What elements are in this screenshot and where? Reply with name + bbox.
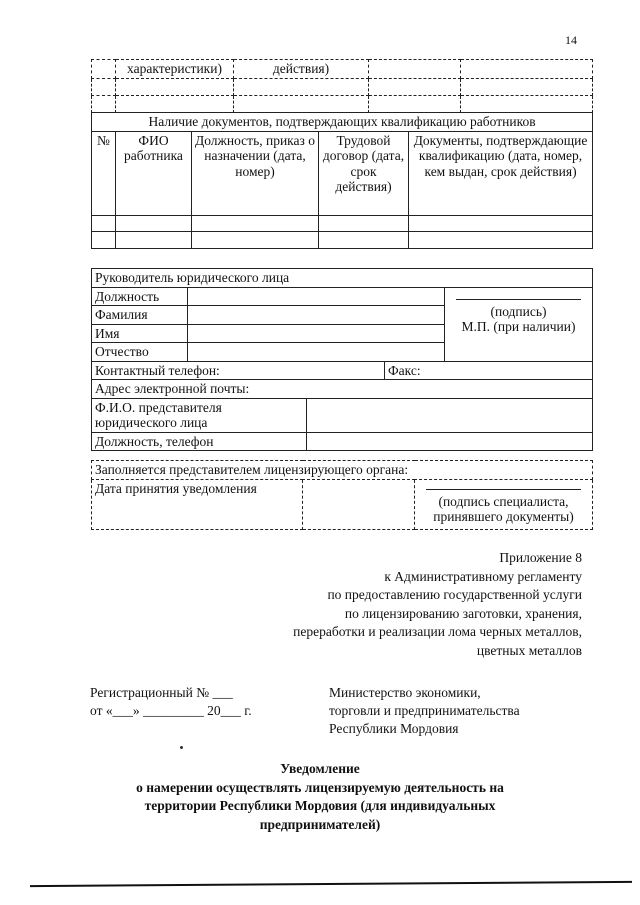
ministry-line: Министерство экономики, <box>329 685 481 700</box>
registration-number: Регистрационный № ___ <box>90 685 233 700</box>
label-name: Имя <box>92 324 188 343</box>
field-notice-date[interactable] <box>303 479 415 529</box>
notice-block <box>100 760 540 834</box>
field-representative-name[interactable] <box>307 398 593 432</box>
bottom-rule <box>30 881 632 887</box>
top-header-action: действия) <box>234 60 369 79</box>
signature-box <box>445 287 593 361</box>
col-position-order: Должность, приказ о назначении (дата, номер) <box>192 131 319 215</box>
col-worker-name: ФИО работника <box>116 131 192 215</box>
top-header-characteristics: характеристики) <box>116 60 234 79</box>
licensing-table-title: Заполняется представителем лицензирующего органа: <box>92 461 593 480</box>
licensing-table <box>91 460 593 530</box>
field-name[interactable] <box>188 324 445 343</box>
notice-line: о намерении осуществлять лицензируемую деятельность на <box>136 779 504 795</box>
workers-table-title: Наличие документов, подтверждающих квалификацию работников <box>92 113 593 132</box>
label-representative-position-phone: Должность, телефон <box>92 432 307 451</box>
head-table-title: Руководитель юридического лица <box>92 269 593 288</box>
field-representative-position-phone[interactable] <box>307 432 593 451</box>
top-table <box>91 59 593 113</box>
field-surname[interactable] <box>188 306 445 325</box>
field-position[interactable] <box>188 287 445 306</box>
label-phone: Контактный телефон: <box>92 361 385 380</box>
col-qualification-docs: Документы, подтверждающие квалификацию (дата, номер, кем выдан, срок действия) <box>409 131 593 215</box>
col-number: № <box>92 131 116 215</box>
ministry-block <box>329 684 520 738</box>
label-position: Должность <box>92 287 188 306</box>
workers-table <box>91 112 593 249</box>
stamp-label: М.П. (при наличии) <box>461 319 576 335</box>
specialist-signature-box <box>415 479 593 529</box>
registration-block <box>90 684 252 720</box>
signature-label: (подпись) <box>490 303 547 319</box>
ministry-line: Республики Мордовия <box>329 721 459 736</box>
label-patronymic: Отчество <box>92 343 188 362</box>
notice-line: территории Республики Мордовия (для индивидуальных <box>144 798 496 813</box>
appendix-block <box>162 549 582 660</box>
label-fax: Факс: <box>385 361 593 380</box>
field-patronymic[interactable] <box>188 343 445 362</box>
appendix-line: по предоставлению государственной услуги <box>327 587 582 602</box>
appendix-line: переработки и реализации лома черных металлов, <box>293 624 582 639</box>
notice-line: предпринимателей) <box>259 816 381 832</box>
label-email: Адрес электронной почты: <box>92 380 593 399</box>
appendix-line: цветных металлов <box>476 642 582 658</box>
page-number: 14 <box>565 33 577 47</box>
appendix-line: Приложение 8 <box>499 550 582 565</box>
label-representative-name: Ф.И.О. представителя юридического лица <box>92 398 307 432</box>
col-labor-contract: Трудовой договор (дата, срок действия) <box>319 131 409 215</box>
appendix-line: по лицензированию заготовки, хранения, <box>344 605 582 621</box>
appendix-line: к Административному регламенту <box>384 568 582 584</box>
dot-mark <box>180 746 183 749</box>
ministry-line: торговли и предпринимательства <box>329 703 520 718</box>
head-table <box>91 268 593 451</box>
specialist-signature-label: (подпись специалиста, принявшего документы) <box>433 493 574 525</box>
label-notice-date: Дата принятия уведомления <box>92 479 303 529</box>
label-surname: Фамилия <box>92 306 188 325</box>
registration-date: от «___» _________ 20___ г. <box>90 703 252 718</box>
notice-title: Уведомление <box>280 761 360 776</box>
